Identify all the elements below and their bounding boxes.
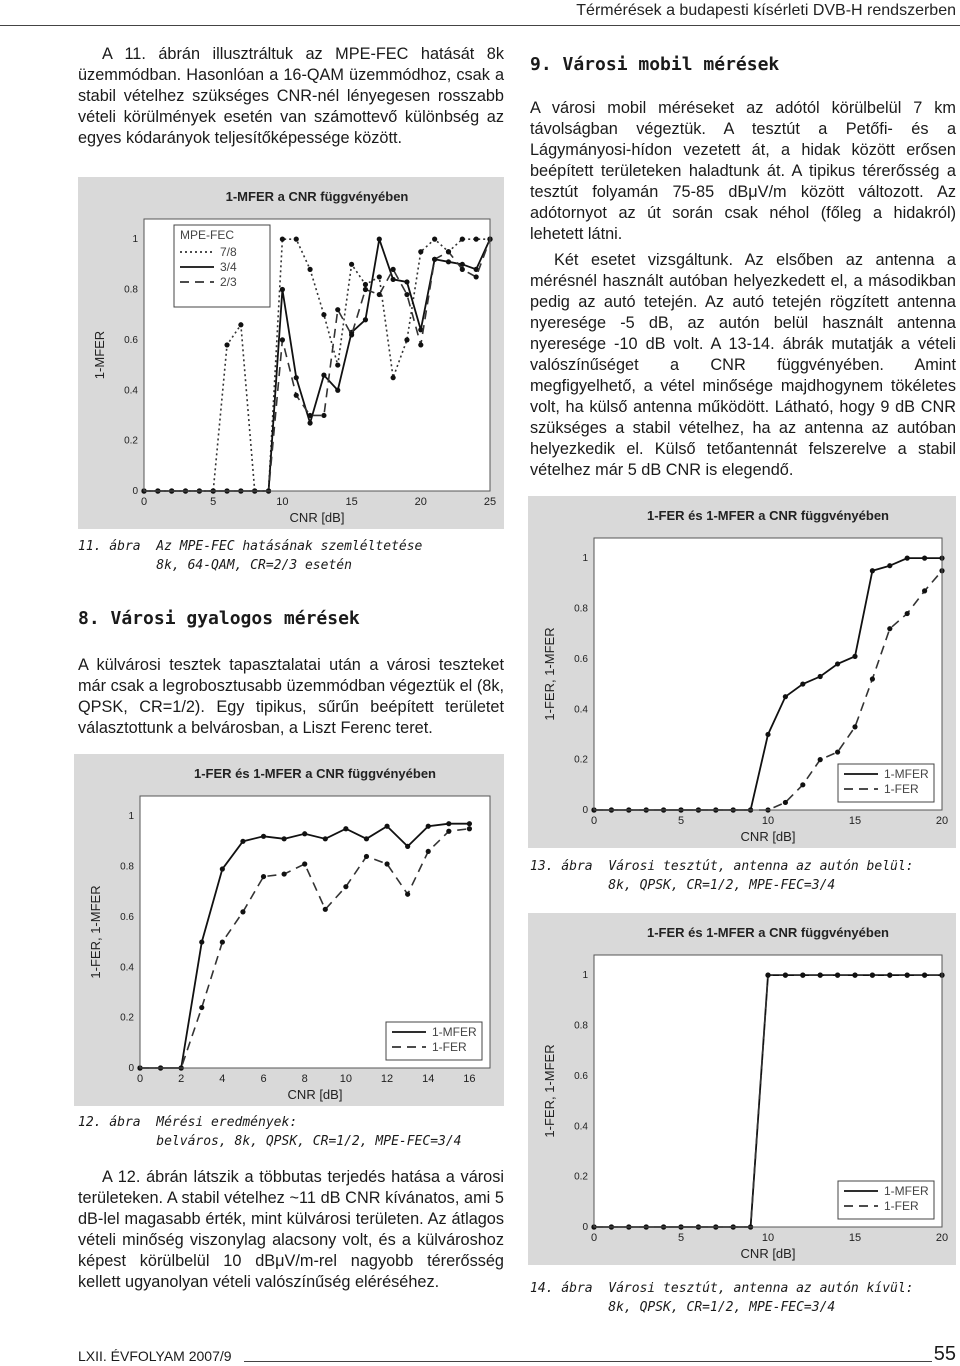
figure-14-chart xyxy=(528,913,956,1265)
y-tick-label: 0.4 xyxy=(574,1121,588,1133)
y-tick-label: 0.4 xyxy=(574,704,588,716)
data-point xyxy=(335,307,340,312)
data-point xyxy=(905,973,910,978)
y-tick-label: 0 xyxy=(582,1222,588,1233)
y-tick-label: 0.6 xyxy=(124,334,138,346)
x-axis-label: CNR [dB] xyxy=(287,1087,343,1102)
data-point xyxy=(467,821,472,826)
data-point xyxy=(261,874,266,879)
y-tick-label: 1 xyxy=(132,234,138,246)
data-point xyxy=(294,393,299,398)
data-point xyxy=(363,317,368,322)
data-point xyxy=(364,854,369,859)
x-tick-label: 20 xyxy=(935,815,949,827)
legend-title: MPE-FEC xyxy=(180,228,234,242)
data-point xyxy=(887,626,892,631)
data-point xyxy=(282,836,287,841)
right-paragraph-1: A városi mobil méréseket az adótól körülbelül 7 km távolságban végeztük. A tesztút a Petőfi- és a Lágymányosi-hídon vezetett át, a hidak között erősen beépített területeken haladtunk át. A tipikus térerősség a tesztút folyamán 75-85 dBμV/m között változott. Az adótornyot az út során csak néhol (főleg a hidakról) lehetett látni. xyxy=(530,99,956,243)
data-point xyxy=(870,676,875,681)
left-paragraph-3: A 12. ábrán látszik a többutas terjedés hatása a városi területeken. A stabil vételhez ~11 dB CNR kívánatos, ami 5 dB-lel magasabb érték, mint külvárosi területen. Az átlagos vételi minőség viszonylag alacsony volt, és a külvároshoz képest körülbelül 10 dBμV/m-rel nagyobb térerősség kellett ugyanolyan vételi valószínűség eléréséhez. xyxy=(78,1168,504,1291)
y-tick-label: 0 xyxy=(128,1063,134,1074)
header-title: Térmérések a budapesti kísérleti DVB-H rendszerben xyxy=(576,2,956,19)
data-point xyxy=(280,237,285,242)
data-point xyxy=(446,249,451,254)
left-paragraph-1: A 11. ábrán illusztráltuk az MPE-FEC hatását 8k üzemmódban. Hasonlóan a 16-QAM üzemmódhoz, csak a stabil vételhez szükséges CNR-nél lényegesen rosszabb vételi körülmények esetén van számottevő különbség az egyes kódarányok teljesítőképessége között. xyxy=(78,45,504,147)
figure-12-caption: 12. ábra Mérési eredmények: belváros, 8k, QPSK, CR=1/2, MPE-FEC=3/4 xyxy=(78,1115,462,1149)
data-point xyxy=(384,861,389,866)
data-point xyxy=(460,267,465,272)
x-tick-label: 6 xyxy=(260,1073,267,1085)
y-tick-label: 0.2 xyxy=(124,435,138,447)
y-tick-label: 1 xyxy=(128,811,134,823)
legend-label: 7/8 xyxy=(220,245,237,259)
chart-title: 1-MFER a CNR függvényében xyxy=(225,189,409,204)
y-tick-label: 0.8 xyxy=(120,861,134,873)
data-point xyxy=(446,821,451,826)
x-tick-label: 10 xyxy=(339,1073,353,1085)
x-axis-label: CNR [dB] xyxy=(740,829,796,844)
data-point xyxy=(418,342,423,347)
data-point xyxy=(343,884,348,889)
data-point xyxy=(364,836,369,841)
y-tick-label: 0.2 xyxy=(120,1012,134,1024)
data-point xyxy=(765,973,770,978)
data-point xyxy=(467,826,472,831)
data-point xyxy=(199,939,204,944)
data-point xyxy=(302,831,307,836)
y-tick-label: 0.2 xyxy=(574,1171,588,1183)
legend-label: 1-FER xyxy=(432,1040,467,1054)
footer-volume: LXII. ÉVFOLYAM 2007/9 xyxy=(78,1348,232,1364)
x-tick-label: 15 xyxy=(848,1232,862,1244)
chart-svg xyxy=(78,177,504,529)
data-point xyxy=(835,661,840,666)
y-axis-label: 1-MFER xyxy=(92,330,107,380)
data-point xyxy=(404,279,409,284)
data-point xyxy=(363,282,368,287)
x-tick-label: 10 xyxy=(276,496,289,508)
data-point xyxy=(404,337,409,342)
data-point xyxy=(852,973,857,978)
x-tick-label: 0 xyxy=(590,1232,598,1244)
data-point xyxy=(800,782,805,787)
data-point xyxy=(765,732,770,737)
data-point xyxy=(474,274,479,279)
data-point xyxy=(818,757,823,762)
y-tick-label: 0.4 xyxy=(124,385,138,397)
y-tick-label: 0 xyxy=(582,805,588,816)
data-point xyxy=(240,839,245,844)
chart-title: 1-FER és 1-MFER a CNR függvényében xyxy=(647,925,889,940)
legend-label: 3/4 xyxy=(220,260,237,274)
data-point xyxy=(887,973,892,978)
data-point xyxy=(220,939,225,944)
data-point xyxy=(302,861,307,866)
legend-label: 1-MFER xyxy=(884,1184,929,1198)
data-point xyxy=(432,237,437,242)
data-point xyxy=(363,287,368,292)
chart-svg xyxy=(528,496,956,848)
x-tick-label: 15 xyxy=(848,815,862,827)
data-point xyxy=(224,342,229,347)
data-point xyxy=(323,907,328,912)
data-point xyxy=(887,563,892,568)
data-point xyxy=(922,973,927,978)
data-point xyxy=(905,611,910,616)
data-point xyxy=(418,249,423,254)
figure-11-chart xyxy=(78,177,504,529)
data-point xyxy=(323,836,328,841)
data-point xyxy=(391,277,396,282)
data-point xyxy=(870,973,875,978)
x-axis-label: CNR [dB] xyxy=(740,1246,796,1261)
data-point xyxy=(280,337,285,342)
data-point xyxy=(783,694,788,699)
y-axis-label: 1-FER, 1-MFER xyxy=(88,885,103,979)
section-8-title: 8. Városi gyalogos mérések xyxy=(78,608,360,629)
x-tick-label: 20 xyxy=(935,1232,949,1244)
header-rule xyxy=(0,25,960,26)
data-point xyxy=(426,824,431,829)
data-point xyxy=(446,259,451,264)
section-9-title: 9. Városi mobil mérések xyxy=(530,54,780,75)
x-tick-label: 10 xyxy=(761,815,775,827)
x-tick-label: 0 xyxy=(136,1073,144,1085)
x-tick-label: 8 xyxy=(301,1073,308,1085)
data-point xyxy=(377,237,382,242)
y-tick-label: 0.2 xyxy=(574,754,588,766)
data-point xyxy=(343,826,348,831)
data-point xyxy=(199,1005,204,1010)
y-axis-label: 1-FER, 1-MFER xyxy=(542,627,557,721)
figure-11-caption: 11. ábra Az MPE-FEC hatásának szemléltetése 8k, 64-QAM, CR=2/3 esetén xyxy=(78,539,423,573)
y-tick-label: 1 xyxy=(582,553,588,565)
data-point xyxy=(377,274,382,279)
y-tick-label: 0.8 xyxy=(574,603,588,615)
x-tick-label: 20 xyxy=(414,496,427,508)
x-tick-label: 25 xyxy=(483,496,497,508)
legend-label: 1-MFER xyxy=(884,767,929,781)
y-axis-label: 1-FER, 1-MFER xyxy=(542,1044,557,1138)
data-point xyxy=(240,909,245,914)
data-point xyxy=(335,362,340,367)
data-point xyxy=(783,973,788,978)
right-paragraph-2: Két esetet vizsgáltunk. Az elsőben az antenna a mérésnél használt autóban helyezkedett el, a másodikban pedig az autó tetején. Az autó tetején rögzített antenna nyeresége -5 dB, az autón belül használt antenna nyeresége -10 dB volt. A 13-14. ábrák mutatják a vételi valószínűséget a CNR függvényében. Amint megfigyelhető, a vétel minősége majdhogynem tökéletes volt, ha külső antenna működött. Látható, hogy 9 dB CNR szükséges a stabil vételhez, ha az antenna az autóban helyezkedik el. Külső tetőantennát felszerelve a stabil vételhez már 5 dB CNR is elegendő. xyxy=(530,251,956,479)
data-point xyxy=(391,375,396,380)
legend-label: 1-FER xyxy=(884,782,919,796)
chart-svg xyxy=(528,913,956,1265)
page-number: 55 xyxy=(933,1343,956,1365)
figure-14-caption: 14. ábra Városi tesztút, antenna az autón kívül: 8k, QPSK, CR=1/2, MPE-FEC=3/4 xyxy=(530,1281,914,1315)
data-point xyxy=(905,556,910,561)
data-point xyxy=(335,388,340,393)
data-point xyxy=(349,262,354,267)
data-point xyxy=(800,973,805,978)
data-point xyxy=(261,834,266,839)
data-point xyxy=(391,267,396,272)
x-tick-label: 2 xyxy=(178,1073,185,1085)
y-tick-label: 0.8 xyxy=(124,284,138,296)
data-point xyxy=(852,724,857,729)
y-tick-label: 0.4 xyxy=(120,962,134,974)
data-point xyxy=(384,824,389,829)
y-tick-label: 0.8 xyxy=(574,1020,588,1032)
x-tick-label: 10 xyxy=(761,1232,775,1244)
x-tick-label: 15 xyxy=(345,496,358,508)
x-tick-label: 0 xyxy=(590,815,598,827)
chart-title: 1-FER és 1-MFER a CNR függvényében xyxy=(194,766,436,781)
y-tick-label: 0.6 xyxy=(574,1070,588,1082)
data-point xyxy=(377,292,382,297)
data-point xyxy=(282,871,287,876)
x-tick-label: 12 xyxy=(380,1073,394,1085)
data-point xyxy=(474,237,479,242)
figure-13-caption: 13. ábra Városi tesztút, antenna az autón belül: 8k, QPSK, CR=1/2, MPE-FEC=3/4 xyxy=(530,859,914,893)
data-point xyxy=(818,973,823,978)
data-point xyxy=(280,287,285,292)
data-point xyxy=(321,312,326,317)
figure-13-chart xyxy=(528,496,956,848)
data-point xyxy=(349,332,354,337)
legend-label: 2/3 xyxy=(220,275,237,289)
data-point xyxy=(446,829,451,834)
data-point xyxy=(783,800,788,805)
x-tick-label: 0 xyxy=(140,496,148,508)
data-point xyxy=(800,681,805,686)
data-point xyxy=(426,849,431,854)
data-point xyxy=(404,292,409,297)
y-tick-label: 0.6 xyxy=(574,653,588,665)
x-tick-label: 5 xyxy=(677,815,685,827)
running-header xyxy=(0,0,960,26)
data-point xyxy=(294,375,299,380)
data-point xyxy=(405,844,410,849)
data-point xyxy=(460,237,465,242)
data-point xyxy=(238,322,243,327)
legend-label: 1-MFER xyxy=(432,1025,477,1039)
figure-12-chart xyxy=(74,754,504,1106)
chart-svg xyxy=(74,754,504,1106)
data-point xyxy=(321,373,326,378)
data-point xyxy=(835,749,840,754)
data-point xyxy=(852,654,857,659)
legend-label: 1-FER xyxy=(884,1199,919,1213)
x-tick-label: 4 xyxy=(219,1073,226,1085)
x-tick-label: 5 xyxy=(210,496,217,508)
data-point xyxy=(405,892,410,897)
data-point xyxy=(870,568,875,573)
x-axis-label: CNR [dB] xyxy=(289,510,345,525)
y-tick-label: 0 xyxy=(132,486,138,497)
y-tick-label: 1 xyxy=(582,970,588,982)
left-paragraph-2: A külvárosi tesztek tapasztalatai után a városi teszteket már csak a legrobosztusabb üzemmódban végeztük el (8k, QPSK, CR=1/2). Egy tipikus, sűrűn beépített területet választottunk a belvárosban, a Liszt Ferenc teret. xyxy=(78,656,504,737)
data-point xyxy=(432,257,437,262)
data-point xyxy=(307,420,312,425)
data-point xyxy=(294,237,299,242)
data-point xyxy=(307,267,312,272)
data-point xyxy=(922,588,927,593)
data-point xyxy=(835,973,840,978)
x-tick-label: 5 xyxy=(677,1232,685,1244)
y-tick-label: 0.6 xyxy=(120,911,134,923)
footer-rule xyxy=(244,1361,932,1362)
data-point xyxy=(818,674,823,679)
x-tick-label: 14 xyxy=(422,1073,435,1085)
chart-title: 1-FER és 1-MFER a CNR függvényében xyxy=(647,508,889,523)
data-point xyxy=(220,866,225,871)
x-tick-label: 16 xyxy=(463,1073,476,1085)
data-point xyxy=(922,556,927,561)
data-point xyxy=(321,413,326,418)
data-point xyxy=(307,413,312,418)
